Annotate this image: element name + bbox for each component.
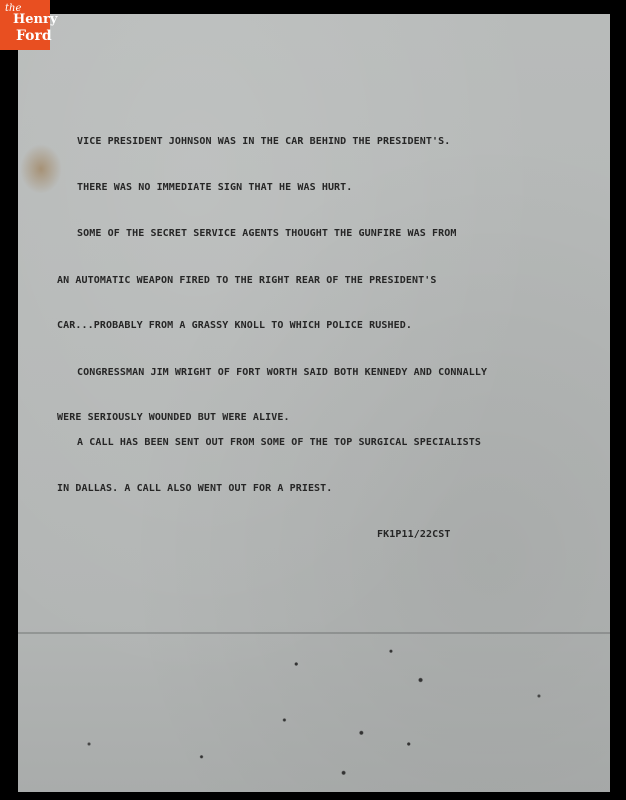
text-line: VICE PRESIDENT JOHNSON WAS IN THE CAR BEHIND THE PRESIDENT'S. bbox=[77, 136, 451, 147]
text-line: THERE WAS NO IMMEDIATE SIGN THAT HE WAS HURT. bbox=[77, 182, 353, 193]
logo-text: Henry bbox=[13, 12, 58, 27]
text-line: AN AUTOMATIC WEAPON FIRED TO THE RIGHT REAR OF THE PRESIDENT'S bbox=[57, 275, 437, 286]
text-line: SOME OF THE SECRET SERVICE AGENTS THOUGHT THE GUNFIRE WAS FROM bbox=[77, 228, 457, 239]
logo-text: the bbox=[5, 3, 22, 14]
henry-ford-logo[interactable] bbox=[0, 0, 58, 50]
text-line: A CALL HAS BEEN SENT OUT FROM SOME OF THE TOP SURGICAL SPECIALISTS bbox=[77, 437, 481, 448]
paper-stain bbox=[20, 144, 62, 194]
teletype-sheet bbox=[18, 14, 610, 792]
text-line: CONGRESSMAN JIM WRIGHT OF FORT WORTH SAID BOTH KENNEDY AND CONNALLY bbox=[77, 367, 488, 378]
paper-specks bbox=[18, 632, 610, 792]
text-line: IN DALLAS. A CALL ALSO WENT OUT FOR A PRIEST. bbox=[57, 483, 333, 494]
logo-text: Ford bbox=[16, 28, 52, 44]
dateline: FK1P11/22CST bbox=[377, 529, 451, 540]
text-line: CAR...PROBABLY FROM A GRASSY KNOLL TO WHICH POLICE RUSHED. bbox=[57, 320, 412, 331]
text-line: WERE SERIOUSLY WOUNDED BUT WERE ALIVE. bbox=[57, 412, 290, 423]
